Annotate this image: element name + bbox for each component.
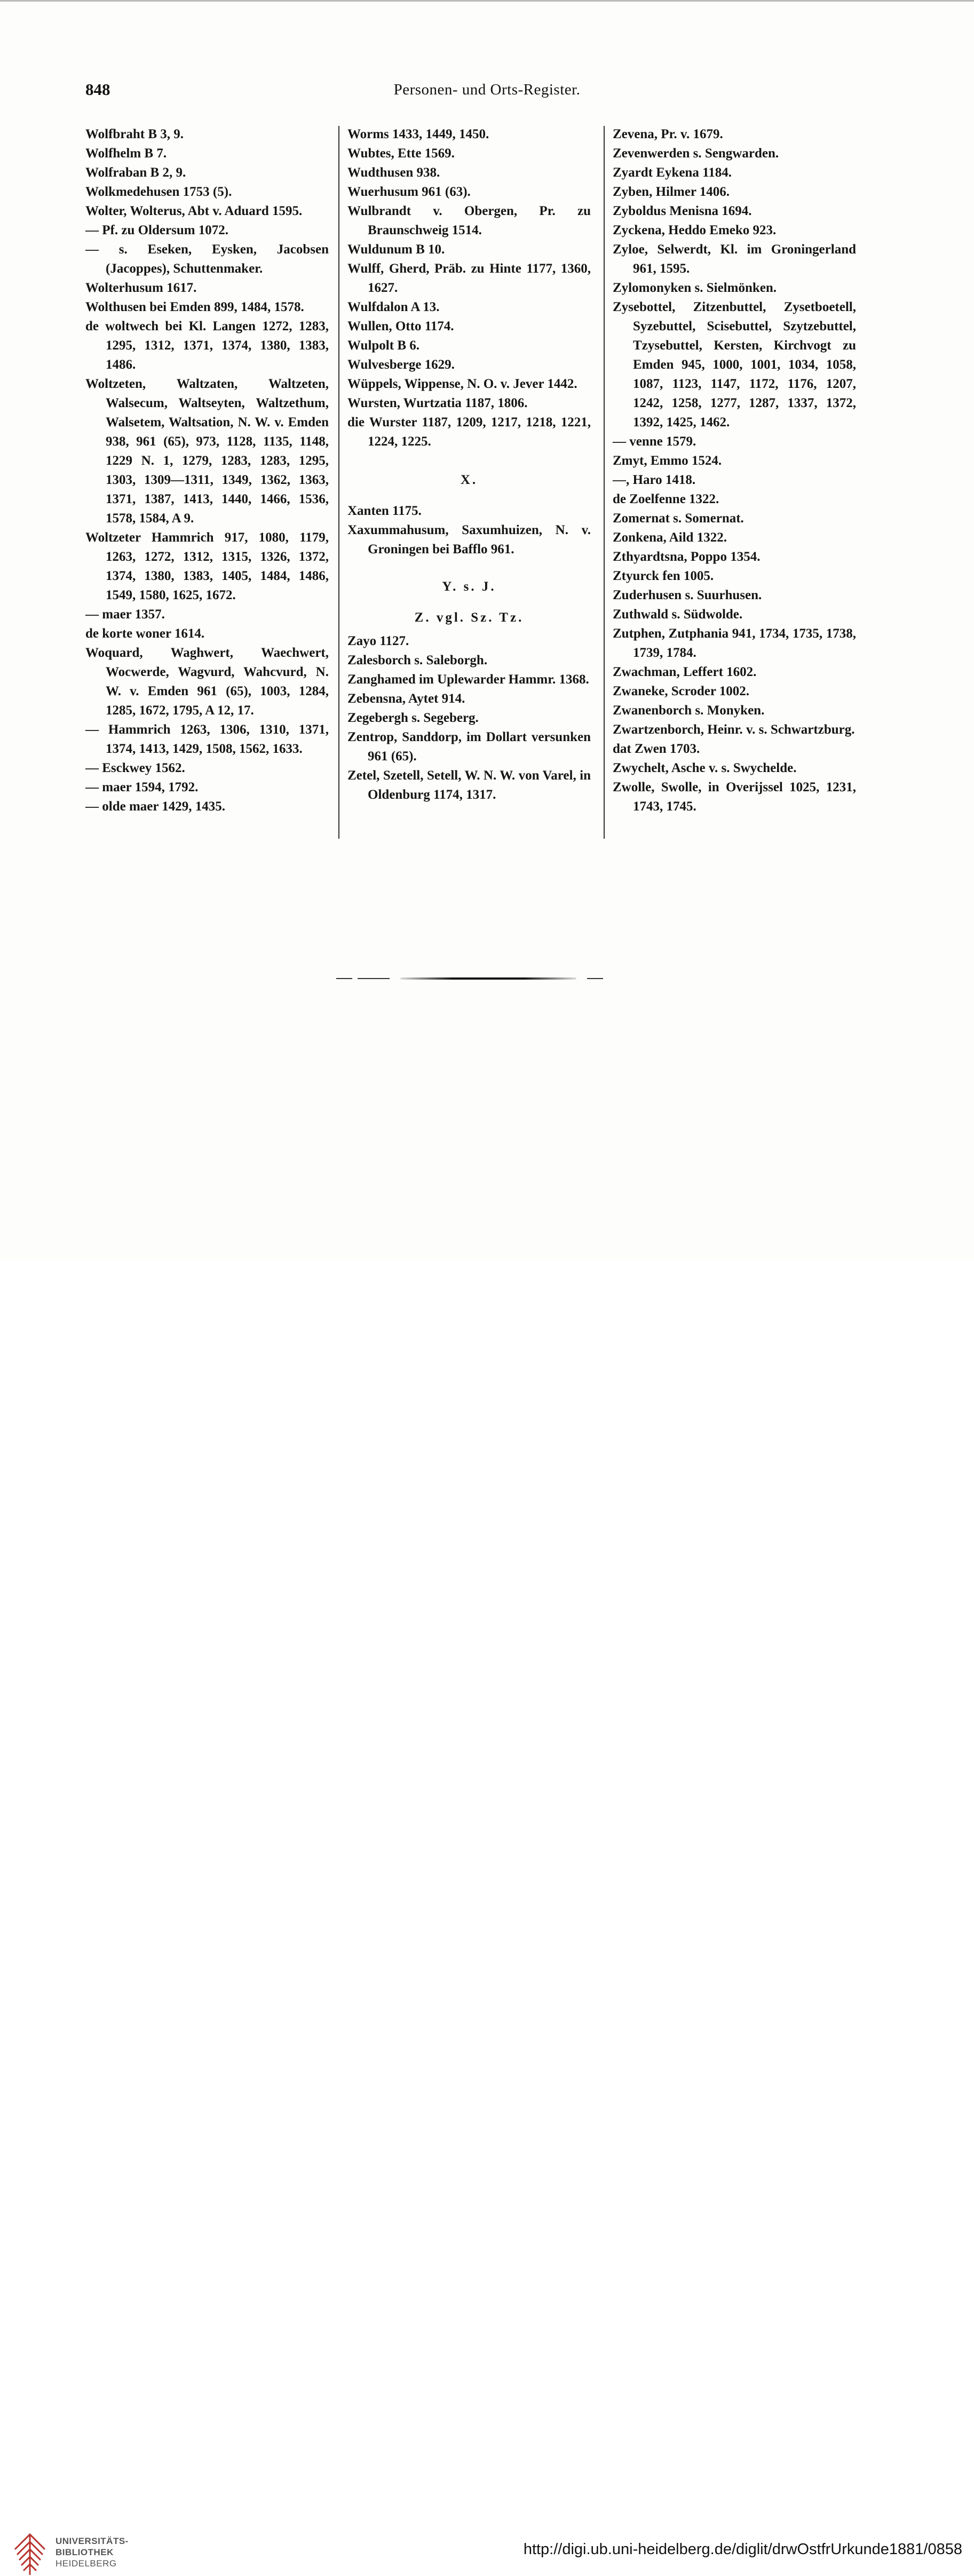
index-entry: — maer 1357. (85, 607, 165, 622)
index-entry: Wursten, Wurtzatia 1187, 1806. (347, 396, 528, 410)
index-entry: Zanghamed im Uplewarder Hammr. 1368. (347, 672, 589, 687)
index-entry: Wubtes, Ette 1569. (347, 146, 455, 161)
index-entry: Zyboldus Menisna 1694. (613, 204, 752, 218)
page-number: 848 (85, 80, 110, 99)
index-entry: Zevena, Pr. v. 1679. (613, 127, 723, 141)
index-entry: Xaxummahusum, Saxumhuizen, N. v. Groningen bei Bafflo 961. (347, 523, 591, 556)
index-entry: Zegebergh s. Segeberg. (347, 711, 479, 725)
index-entry: Zyben, Hilmer 1406. (613, 185, 730, 199)
index-entry: Wolfhelm B 7. (85, 146, 167, 161)
index-entry: Wullen, Otto 1174. (347, 319, 454, 333)
index-entry: Wolter, Wolterus, Abt v. Aduard 1595. (85, 204, 303, 218)
index-entry: Wulpolt B 6. (347, 338, 419, 353)
index-entry: Zylomonyken s. Sielmönken. (613, 281, 777, 295)
index-entry: die Wurster 1187, 1209, 1217, 1218, 1221, 1224, 1225. (347, 415, 591, 449)
index-entry: Zetel, Szetell, Setell, W. N. W. von Varel, in Oldenburg 1174, 1317. (347, 768, 591, 802)
index-entry: Zuthwald s. Südwolde. (613, 607, 743, 622)
index-entry: Zwachman, Leffert 1602. (613, 665, 757, 679)
index-column-left (85, 125, 329, 816)
index-entry: Woltzeten, Waltzaten, Waltzeten, Walsecum, Waltseyten, Waltzethum, Walsetem, Waltsation, N. W. v. Emden 938, 961 (65), 973, 1128, 1135, 1148, 1229 N. 1, 1279, 1283, 1283, 1295, 1303, 1309—1311, 1349, 1362, 1363, 1371, 1387, 1413, 1440, 1466, 1536, 1578, 1584, A 9. (85, 377, 329, 526)
index-entry: Zwychelt, Asche v. s. Swychelde. (613, 761, 797, 775)
index-entry: Zalesborch s. Saleborgh. (347, 653, 488, 667)
scanned-page (0, 0, 974, 1259)
index-column-right (613, 125, 856, 816)
index-entry: Zysebottel, Zitzenbuttel, Zysetboetell, Syzebuttel, Scisebuttel, Szytzebuttel, Tzysebuttel, Kersten, Kirchvogt zu Emden 945, 1000, 1001, 1034, 1058, 1087, 1123, 1147, 1172, 1176, 1207, 1242, 1258, 1277, 1287, 1337, 1372, 1392, 1425, 1462. (613, 300, 856, 430)
index-entry: Zebensna, Aytet 914. (347, 691, 465, 706)
index-entry: Zyckena, Heddo Emeko 923. (613, 223, 777, 237)
index-entry: Wulfdalon A 13. (347, 300, 440, 314)
end-ornament-rule (336, 977, 608, 980)
section-heading-x: X. (460, 473, 478, 487)
entries-z (347, 632, 591, 805)
index-entry: Zonkena, Aild 1322. (613, 530, 727, 545)
column-divider (338, 126, 339, 839)
index-entry: Wulff, Gherd, Präb. zu Hinte 1177, 1360, 1627. (347, 261, 591, 295)
index-entry: Zentrop, Sanddorp, im Dollart versunken 961 (65). (347, 730, 591, 764)
index-column-middle (347, 125, 591, 805)
index-entry: Zthyardtsna, Poppo 1354. (613, 550, 761, 564)
index-entry: — olde maer 1429, 1435. (85, 799, 226, 814)
index-entry: Wuldunum B 10. (347, 242, 445, 257)
running-title: Personen- und Orts-Register. (393, 81, 581, 98)
index-entry: Wuerhusum 961 (63). (347, 185, 471, 199)
index-entry: — Esckwey 1562. (85, 761, 185, 775)
index-entry: Wolthusen bei Emden 899, 1484, 1578. (85, 300, 304, 314)
index-entry: Wulvesberge 1629. (347, 357, 455, 372)
index-entry: Wüppels, Wippense, N. O. v. Jever 1442. (347, 377, 577, 391)
index-entry: — venne 1579. (613, 434, 696, 449)
section-heading-z: Z. vgl. Sz. Tz. (414, 610, 524, 625)
index-entry: Zmyt, Emmo 1524. (613, 454, 722, 468)
index-entry: Zomernat s. Somernat. (613, 511, 744, 526)
index-entry: Zwanenborch s. Monyken. (613, 703, 765, 718)
index-entry: Wolkmedehusen 1753 (5). (85, 185, 232, 199)
index-entry: — maer 1594, 1792. (85, 780, 199, 794)
index-entry: Zayo 1127. (347, 634, 409, 648)
index-entry: dat Zwen 1703. (613, 742, 700, 756)
index-entry: Wudthusen 938. (347, 165, 440, 180)
index-entry: Zyardt Eykena 1184. (613, 165, 732, 180)
index-entry: Zwaneke, Scroder 1002. (613, 684, 750, 698)
entries-w (347, 125, 591, 451)
index-entry: — Pf. zu Oldersum 1072. (85, 223, 229, 237)
permalink-url[interactable]: http://digi.ub.uni-heidelberg.de/diglit/drwOstfrUrkunde1881/0858 (523, 2541, 962, 2558)
index-entry: Ztyurck fen 1005. (613, 569, 714, 583)
index-entry: — s. Eseken, Eysken, Jacobsen (Jacoppes), Schuttenmaker. (85, 242, 329, 276)
index-entry: Zevenwerden s. Sengwarden. (613, 146, 779, 161)
index-entry: Zwolle, Swolle, in Overijssel 1025, 1231, 1743, 1745. (613, 780, 856, 814)
viewer-footer (0, 1259, 974, 2569)
index-entry: Zyloe, Selwerdt, Kl. im Groningerland 961, 1595. (613, 242, 856, 276)
index-entry: — Hammrich 1263, 1306, 1310, 1371, 1374, 1413, 1429, 1508, 1562, 1633. (85, 722, 329, 756)
index-entry: Zutphen, Zutphania 941, 1734, 1735, 1738, 1739, 1784. (613, 626, 856, 660)
index-entry: de woltwech bei Kl. Langen 1272, 1283, 1295, 1312, 1371, 1374, 1380, 1383, 1486. (85, 319, 329, 372)
index-entry: Woltzeter Hammrich 917, 1080, 1179, 1263, 1272, 1312, 1315, 1326, 1372, 1374, 1380, 1383, 1405, 1484, 1486, 1549, 1580, 1625, 1672. (85, 530, 329, 602)
section-heading-y: Y. s. J. (442, 579, 496, 594)
index-entry: —, Haro 1418. (613, 473, 696, 487)
entries-x (347, 502, 591, 559)
index-entry: Wolfraban B 2, 9. (85, 165, 186, 180)
index-entry: Xanten 1175. (347, 504, 422, 518)
library-name: UNIVERSITÄTS- BIBLIOTHEK HEIDELBERG (56, 2536, 129, 2569)
index-entry: Zwartzenborch, Heinr. v. s. Schwartzburg. (613, 722, 855, 737)
index-entry: de korte woner 1614. (85, 626, 205, 641)
index-entry: Wolterhusum 1617. (85, 281, 197, 295)
column-divider (604, 126, 605, 839)
index-entry: Zuderhusen s. Suurhusen. (613, 588, 762, 602)
index-entry: Woquard, Waghwert, Waechwert, Wocwerde, Wagvurd, Wahcvurd, N. W. v. Emden 961 (65), 1003, 1284, 1285, 1672, 1795, A 12, 17. (85, 646, 329, 718)
index-entry: Wulbrandt v. Obergen, Pr. zu Braunschweig 1514. (347, 204, 591, 237)
index-entry: Wolfbraht B 3, 9. (85, 127, 184, 141)
index-entry: Worms 1433, 1449, 1450. (347, 127, 489, 141)
library-logo-icon (12, 2528, 48, 2576)
index-entry: de Zoelfenne 1322. (613, 492, 719, 506)
scan-edge (0, 0, 974, 2)
